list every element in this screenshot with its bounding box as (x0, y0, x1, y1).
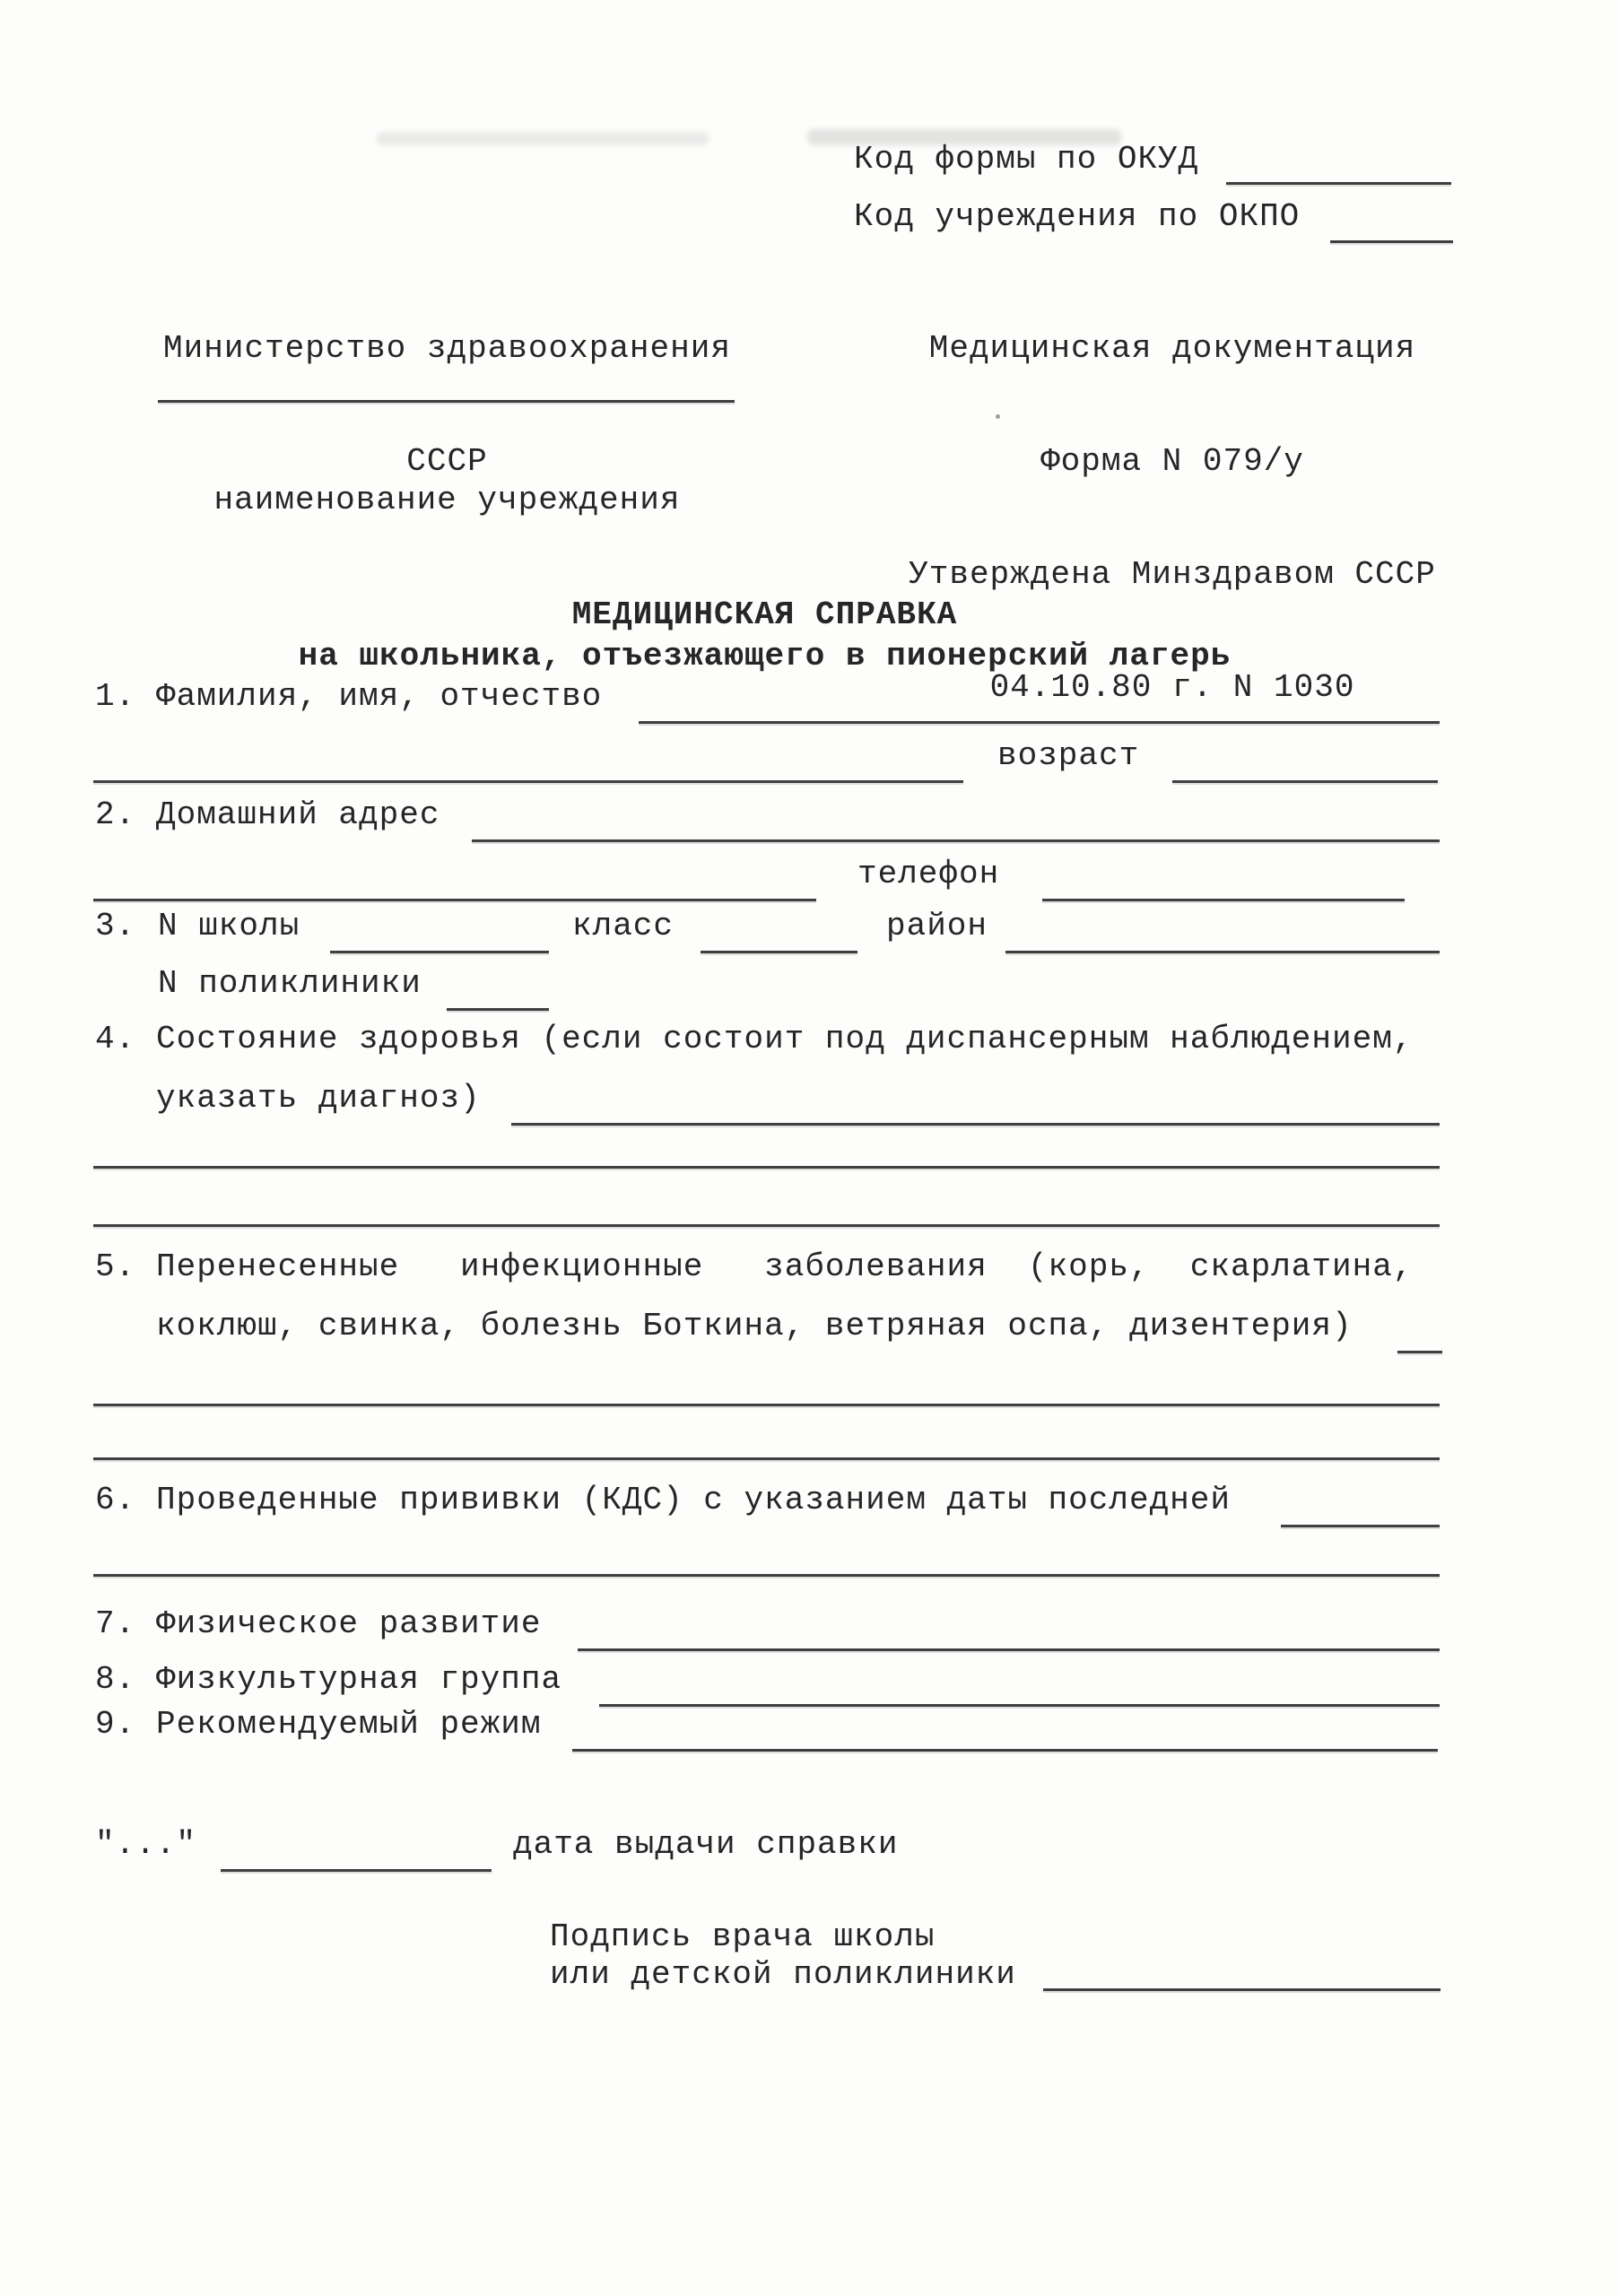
field-8-label: Физкультурная группа (156, 1661, 562, 1698)
field-4-label-continued: указать диагноз) (156, 1080, 481, 1117)
doc-approval-date: 04.10.80 г. N 1030 (989, 669, 1355, 706)
district-blank-line (1005, 951, 1440, 953)
school-number-label: N школы (158, 908, 300, 944)
school-number-blank-line (330, 951, 549, 953)
doc-form-number: Форма N 079/у (1040, 443, 1304, 480)
signature-blank-line (1043, 1988, 1441, 1991)
field-1-number: 1. (95, 678, 136, 715)
form-title: МЕДИЦИНСКАЯ СПРАВКА (571, 596, 958, 633)
field-2-number: 2. (95, 796, 136, 833)
field-2-label: Домашний адрес (156, 796, 440, 833)
field-9-label: Рекомендуемый режим (156, 1706, 542, 1743)
diagnosis-blank-line (511, 1123, 1440, 1126)
field-6-label: Проведенные прививки (КДС) с указанием даты последней (156, 1482, 1231, 1518)
home-address-blank-line (472, 839, 1440, 842)
field-5-label-continued: коклюш, свинка, болезнь Боткина, ветряная оспа, дизентерия) (156, 1308, 1353, 1344)
field-6-number: 6. (95, 1482, 136, 1518)
district-label: район (886, 908, 988, 944)
age-label: возраст (997, 737, 1140, 774)
field-4-number: 4. (95, 1021, 136, 1057)
issue-date-quote: "..." (95, 1826, 197, 1863)
full-name-blank-line (639, 721, 1440, 724)
extra-blank-line-1 (93, 1166, 1440, 1169)
field-5-label: Перенесенные инфекционные заболевания (корь, скарлатина, (156, 1248, 1414, 1285)
ministry-name: Министерство здравоохранения (163, 330, 731, 367)
full-name-blank-line-2 (93, 780, 963, 783)
issue-date-blank-line (221, 1869, 492, 1872)
okpo-code-label: Код учреждения по ОКПО (854, 198, 1301, 235)
polyclinic-number-blank-line (447, 1008, 549, 1011)
extra-blank-line-5 (93, 1574, 1440, 1577)
physical-development-blank-line (578, 1648, 1440, 1651)
field-9-number: 9. (95, 1706, 136, 1743)
okud-code-blank-line (1226, 182, 1451, 185)
vaccination-date-blank-line (1281, 1525, 1440, 1527)
okpo-code-blank-line (1330, 240, 1453, 243)
issue-date-label: дата выдачи справки (513, 1826, 899, 1863)
age-blank-line (1172, 780, 1438, 783)
regimen-blank-line (572, 1749, 1438, 1752)
extra-blank-line-4 (93, 1457, 1440, 1460)
doc-approval: Утверждена Минздравом СССР (909, 556, 1436, 593)
ministry-country: СССР (406, 443, 488, 480)
extra-blank-line-2 (93, 1224, 1440, 1227)
field-1-label: Фамилия, имя, отчество (156, 678, 603, 715)
field-4-label: Состояние здоровья (если состоит под диспансерным наблюдением, (156, 1021, 1414, 1057)
doc-type-label: Медицинская документация (928, 330, 1416, 367)
diseases-short-blank-line (1397, 1351, 1442, 1353)
institution-name-caption: наименование учреждения (213, 482, 681, 518)
field-7-number: 7. (95, 1605, 136, 1642)
pe-group-blank-line (599, 1704, 1440, 1707)
class-label: класс (572, 908, 675, 944)
phone-label: телефон (857, 856, 1000, 892)
polyclinic-number-label: N поликлиники (158, 965, 422, 1002)
phone-blank-line (1042, 899, 1405, 901)
class-blank-line (701, 951, 857, 953)
field-8-number: 8. (95, 1661, 136, 1698)
field-7-label: Физическое развитие (156, 1605, 542, 1642)
field-5-number: 5. (95, 1248, 136, 1285)
form-subtitle: на школьника, отъезжающего в пионерский лагерь (298, 638, 1232, 674)
signature-caption-line2: или детской поликлиники (550, 1956, 1016, 1993)
signature-caption-line1: Подпись врача школы (550, 1918, 936, 1955)
field-3-number: 3. (95, 908, 136, 944)
extra-blank-line-3 (93, 1404, 1440, 1406)
scan-smudge-artifact (377, 132, 709, 145)
home-address-blank-line-2 (93, 899, 816, 901)
institution-name-blank-line (158, 400, 735, 403)
okud-code-label: Код формы по ОКУД (854, 141, 1199, 178)
